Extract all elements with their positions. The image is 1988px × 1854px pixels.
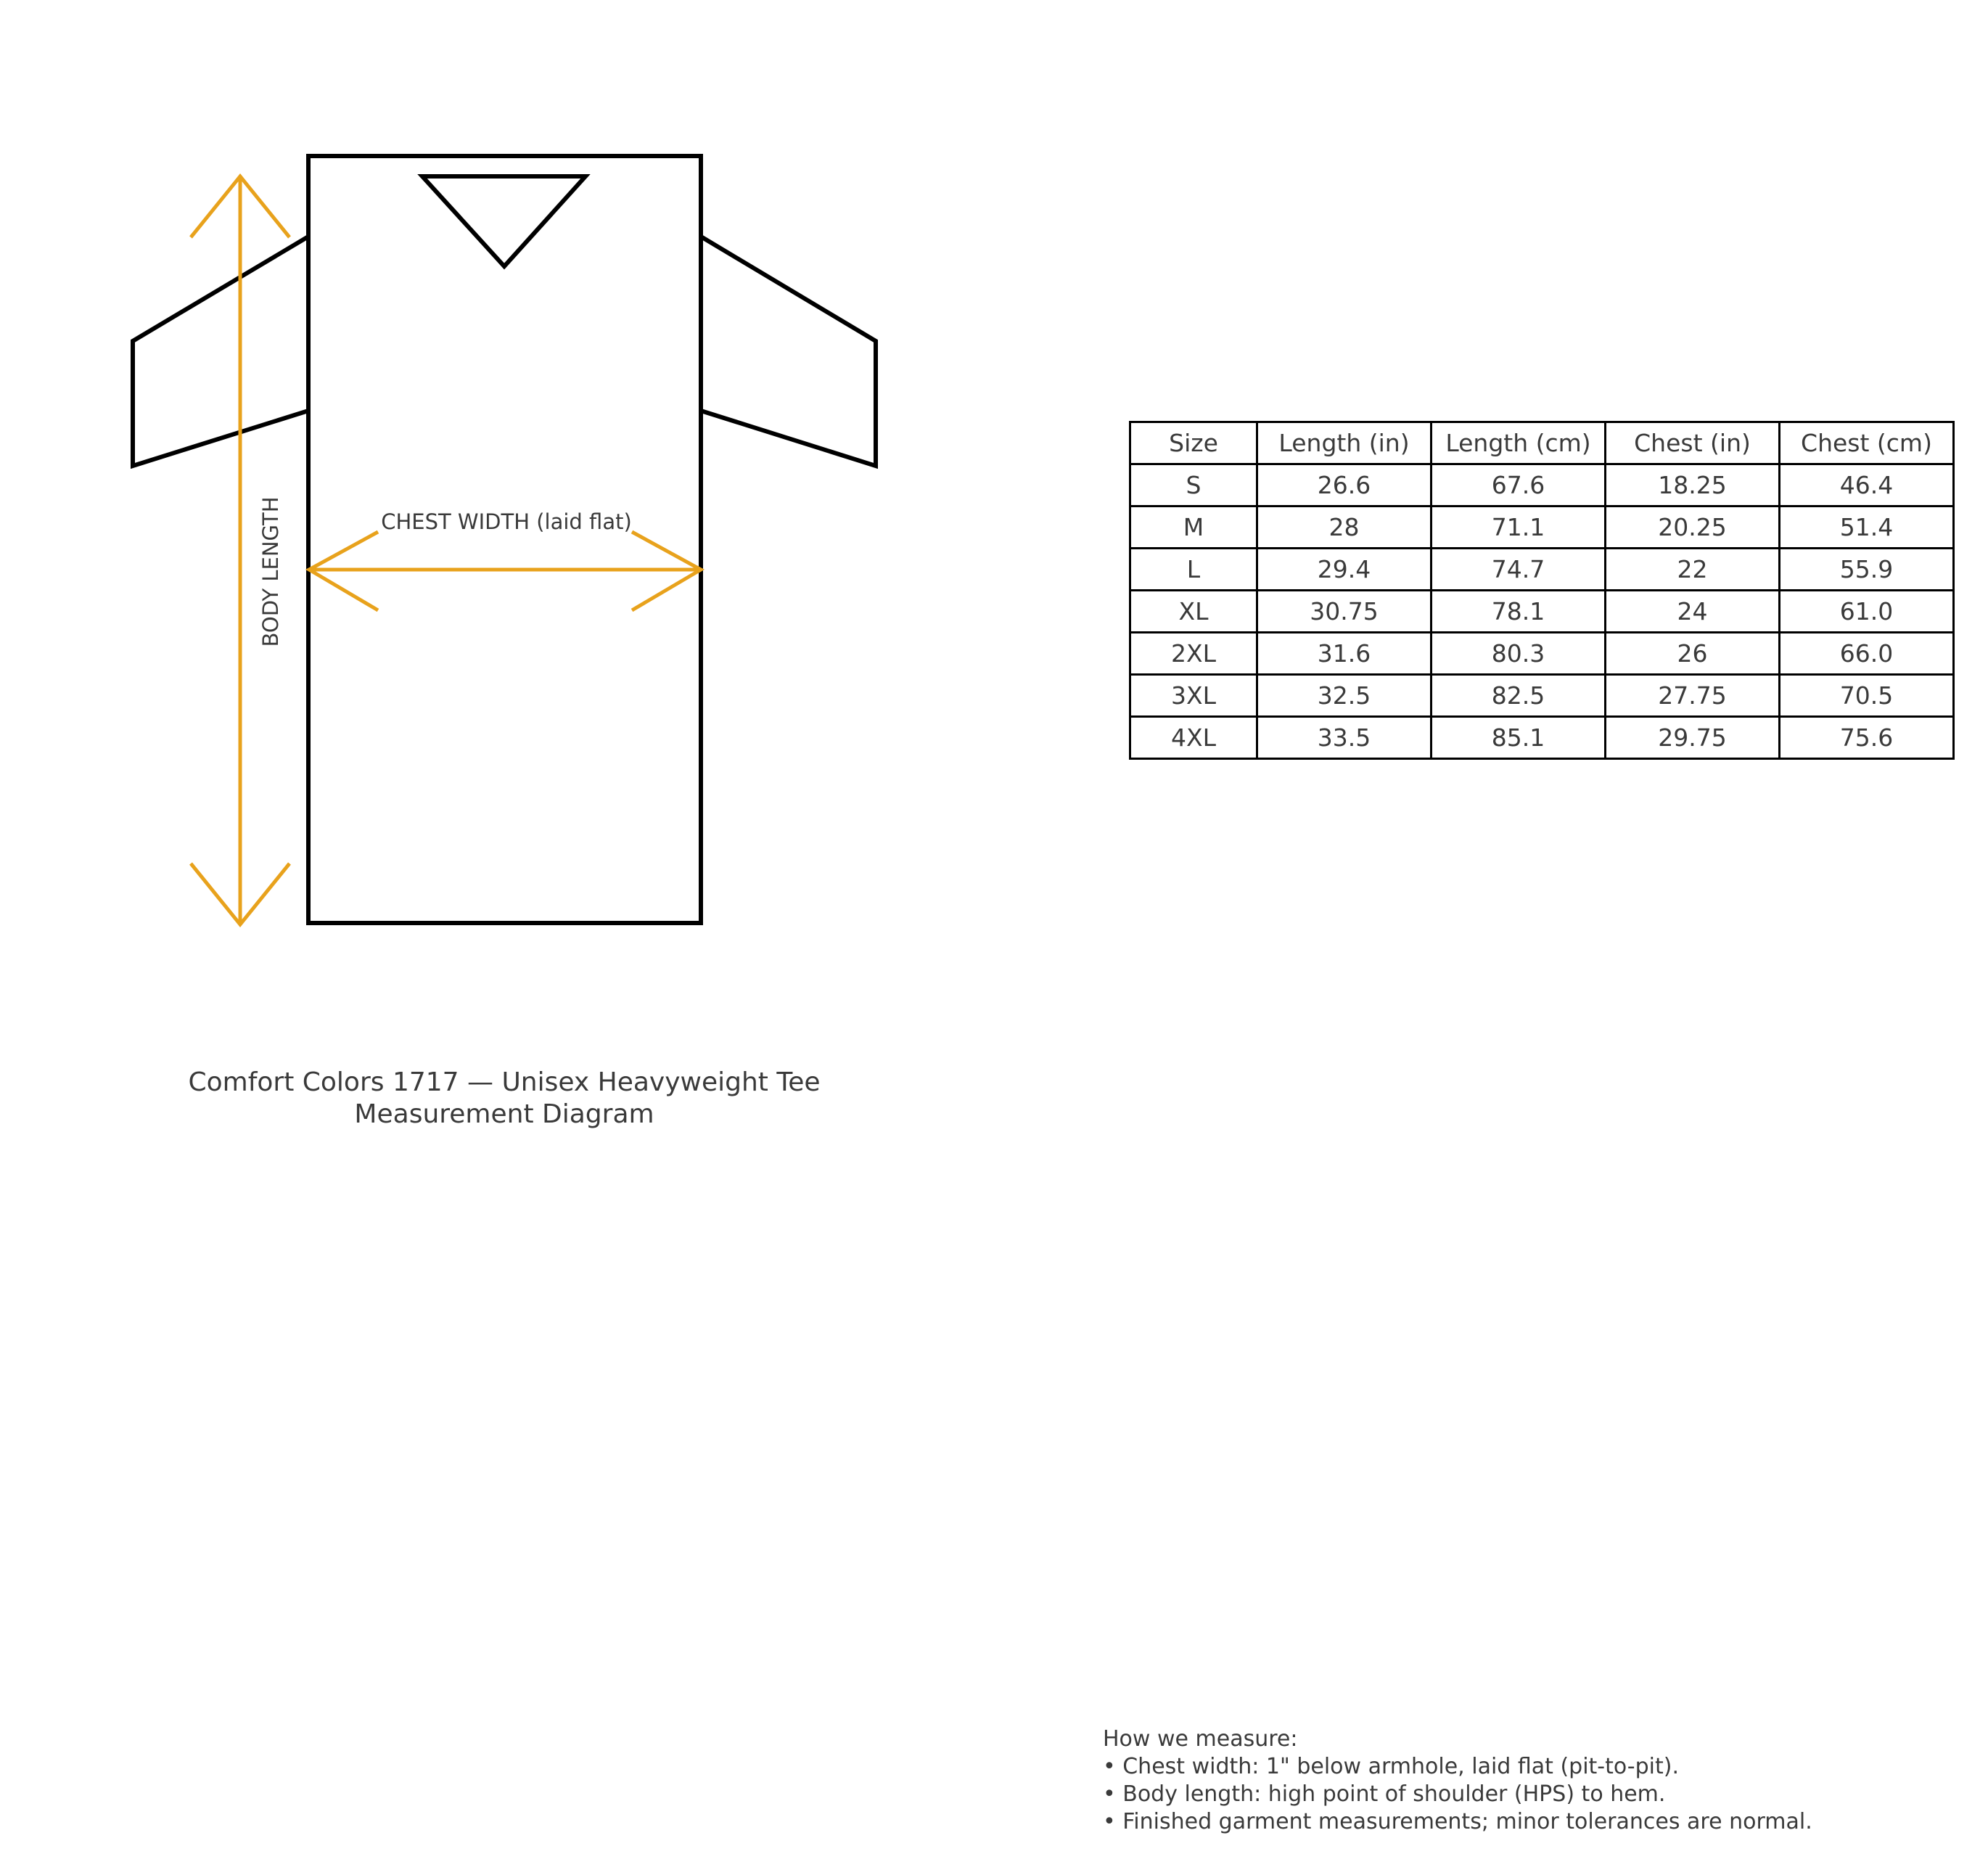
title-line-2: Measurement Diagram	[354, 1099, 654, 1129]
table-cell: 2XL	[1130, 633, 1257, 675]
table-cell: 70.5	[1780, 675, 1954, 717]
table-row	[1130, 549, 1954, 591]
note-bullet: • Finished garment measurements; minor tolerances are normal.	[1103, 1809, 1812, 1834]
table-cell: 29.75	[1606, 717, 1780, 759]
table-cell: 26	[1606, 633, 1780, 675]
body-length-label: BODY LENGTH	[258, 496, 283, 647]
note-bullet: • Body length: high point of shoulder (HPS) to hem.	[1103, 1781, 1666, 1807]
table-cell: 33.5	[1257, 717, 1432, 759]
table-cell: 55.9	[1780, 549, 1954, 591]
table-cell: M	[1130, 506, 1257, 549]
table-cell: 27.75	[1606, 675, 1780, 717]
column-header: Length (cm)	[1432, 422, 1606, 464]
table-cell: 3XL	[1130, 675, 1257, 717]
table-row	[1130, 506, 1954, 549]
column-header: Chest (in)	[1606, 422, 1780, 464]
table-cell: XL	[1130, 591, 1257, 633]
column-header: Chest (cm)	[1780, 422, 1954, 464]
table-row	[1130, 717, 1954, 759]
table-cell: 80.3	[1432, 633, 1606, 675]
tshirt-outline	[133, 156, 876, 923]
page-title	[141, 1067, 867, 1131]
size-table	[1129, 421, 1955, 760]
table-cell: 75.6	[1780, 717, 1954, 759]
table-row	[1130, 675, 1954, 717]
table-cell: 4XL	[1130, 717, 1257, 759]
table-cell: 85.1	[1432, 717, 1606, 759]
table-cell: 29.4	[1257, 549, 1432, 591]
table-cell: 82.5	[1432, 675, 1606, 717]
table-cell: 20.25	[1606, 506, 1780, 549]
table-cell: 22	[1606, 549, 1780, 591]
tshirt-left-sleeve	[133, 237, 308, 466]
table-cell: 26.6	[1257, 464, 1432, 506]
table-cell: 51.4	[1780, 506, 1954, 549]
table-row	[1130, 591, 1954, 633]
table-cell: 31.6	[1257, 633, 1432, 675]
title-line-1: Comfort Colors 1717 — Unisex Heavyweight Tee	[188, 1067, 821, 1097]
chest-width-label: CHEST WIDTH (laid flat)	[381, 509, 632, 534]
tshirt-right-sleeve	[701, 237, 876, 466]
table-cell: 24	[1606, 591, 1780, 633]
column-header: Length (in)	[1257, 422, 1432, 464]
table-cell: 30.75	[1257, 591, 1432, 633]
table-cell: 71.1	[1432, 506, 1606, 549]
table-cell: 67.6	[1432, 464, 1606, 506]
table-row	[1130, 464, 1954, 506]
table-cell: 78.1	[1432, 591, 1606, 633]
table-cell: 32.5	[1257, 675, 1432, 717]
table-cell: 46.4	[1780, 464, 1954, 506]
table-cell: 61.0	[1780, 591, 1954, 633]
table-cell: 28	[1257, 506, 1432, 549]
notes-heading: How we measure:	[1103, 1726, 1298, 1752]
table-cell: S	[1130, 464, 1257, 506]
column-header: Size	[1130, 422, 1257, 464]
table-cell: 66.0	[1780, 633, 1954, 675]
table-cell: 18.25	[1606, 464, 1780, 506]
note-bullet: • Chest width: 1" below armhole, laid flat (pit-to-pit).	[1103, 1754, 1680, 1779]
measure-notes	[1103, 1726, 1812, 1836]
table-cell: L	[1130, 549, 1257, 591]
tshirt-diagram	[0, 0, 1016, 1016]
table-row	[1130, 633, 1954, 675]
table-header-row	[1130, 422, 1954, 464]
table-cell: 74.7	[1432, 549, 1606, 591]
